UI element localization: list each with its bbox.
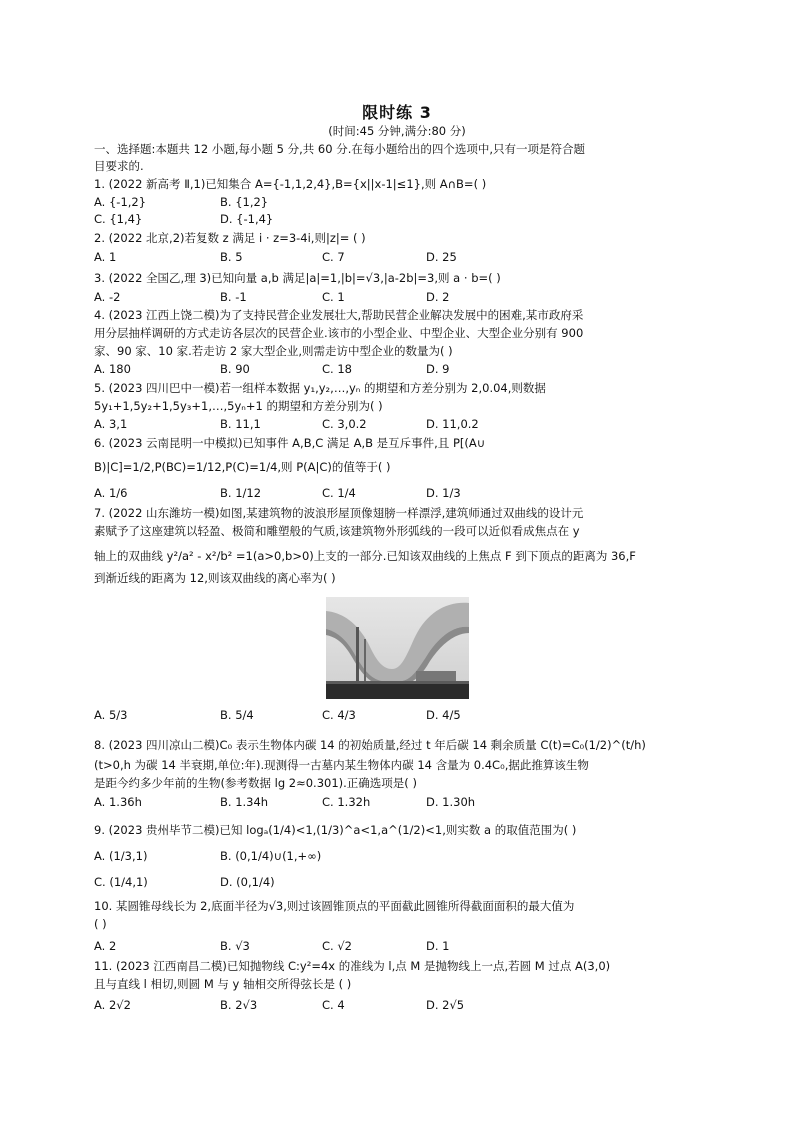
option-d: D. 11,0.2: [426, 417, 479, 431]
option-b: B. 2√3: [220, 998, 258, 1012]
option-a: A. 2: [94, 939, 117, 953]
option-d: D. {-1,4}: [220, 212, 274, 226]
question-4-line3: 家、90 家、10 家.若走访 2 家大型企业,则需走访中型企业的数量为( ): [94, 344, 453, 358]
option-a: A. 2√2: [94, 998, 131, 1012]
question-8-line2: (t>0,h 为碳 14 半衰期,单位:年).现测得一古墓内某生物体内碳 14 含量为 0.4C₀,据此推算该生物: [94, 758, 589, 772]
section-instructions-cont: 目要求的.: [94, 159, 144, 173]
question-8-options: [94, 794, 694, 810]
question-10-options: [94, 938, 694, 954]
option-b: B. 11,1: [220, 417, 261, 431]
option-c: C. 7: [322, 250, 345, 264]
option-d: D. 4/5: [426, 708, 461, 722]
option-d: D. 9: [426, 362, 450, 376]
page-title: 限时练 3: [362, 103, 432, 122]
option-c: C. √2: [322, 939, 352, 953]
question-4-options: [94, 361, 694, 377]
option-b: B. 1/12: [220, 486, 262, 500]
question-10: 10. 某圆锥母线长为 2,底面半径为√3,则过该圆锥顶点的平面截此圆锥所得截面面积的最大值为: [94, 899, 575, 913]
option-d: D. 1/3: [426, 486, 461, 500]
option-d: D. (0,1/4): [220, 875, 275, 889]
option-b: B. 5: [220, 250, 243, 264]
question-1-options-row2: [94, 211, 694, 227]
question-9-options-row2: [94, 874, 694, 890]
option-a: A. 5/3: [94, 708, 128, 722]
question-1: 1. (2022 新高考 Ⅱ,1)已知集合 A={-1,1,2,4},B={x||x-1|≤1},则 A∩B=( ): [94, 177, 487, 191]
option-c: C. 4/3: [322, 708, 356, 722]
option-b: B. √3: [220, 939, 250, 953]
option-c: C. 1/4: [322, 486, 356, 500]
question-5: 5. (2023 四川巴中一模)若一组样本数据 y₁,y₂,…,yₙ 的期望和方差分别为 2,0.04,则数据: [94, 381, 546, 395]
question-10-line2: ( ): [94, 917, 107, 931]
option-a: A. 1: [94, 250, 117, 264]
option-b: B. 90: [220, 362, 250, 376]
option-a: A. (1/3,1): [94, 849, 148, 863]
option-d: D. 1.30h: [426, 795, 476, 809]
option-a: A. -2: [94, 290, 121, 304]
building-photo: [326, 597, 469, 699]
question-11: 11. (2023 江西南昌二模)已知抛物线 C:y²=4x 的准线为 l,点 M 是抛物线上一点,若圆 M 过点 A(3,0): [94, 959, 611, 973]
question-4: 4. (2023 江西上饶二模)为了支持民营企业发展壮大,帮助民营企业解决发展中的困难,某市政府采: [94, 308, 584, 322]
question-7: 7. (2022 山东潍坊一模)如图,某建筑物的波浪形屋顶像翅膀一样漂浮,建筑师通过双曲线的设计元: [94, 506, 584, 520]
question-4-line2: 用分层抽样调研的方式走访各层次的民营企业.该市的小型企业、中型企业、大型企业分别有 900: [94, 326, 584, 340]
option-d: D. 1: [426, 939, 450, 953]
section-instructions: 一、选择题:本题共 12 小题,每小题 5 分,共 60 分.在每小题给出的四个选项中,只有一项是符合题: [94, 142, 586, 156]
option-a: A. 1/6: [94, 486, 128, 500]
option-c: C. (1/4,1): [94, 875, 148, 889]
question-11-line2: 且与直线 l 相切,则圆 M 与 y 轴相交所得弦长是 ( ): [94, 977, 352, 991]
option-c: C. 1.32h: [322, 795, 371, 809]
question-3: 3. (2022 全国乙,理 3)已知向量 a,b 满足|a|=1,|b|=√3,|a-2b|=3,则 a · b=( ): [94, 271, 501, 285]
question-1-options-row1: [94, 194, 694, 210]
question-6-options: [94, 485, 694, 501]
option-b: B. 1.34h: [220, 795, 269, 809]
option-b: B. 5/4: [220, 708, 254, 722]
question-3-options: [94, 289, 694, 305]
option-c: C. 3,0.2: [322, 417, 367, 431]
question-7-line2: 素赋予了这座建筑以轻盈、极简和雕塑般的气质,该建筑物外形弧线的一段可以近似看成焦点在 y: [94, 524, 580, 538]
option-b: B. -1: [220, 290, 247, 304]
option-a: A. {-1,2}: [94, 195, 147, 209]
page-subtitle: (时间:45 分钟,满分:80 分): [328, 124, 466, 138]
question-2-options: [94, 249, 694, 265]
option-d: D. 2: [426, 290, 450, 304]
option-c: C. 4: [322, 998, 345, 1012]
question-6: 6. (2023 云南昆明一中模拟)已知事件 A,B,C 满足 A,B 是互斥事件,且 P[(A∪: [94, 436, 486, 450]
option-c: C. 1: [322, 290, 345, 304]
question-7-line4: 到渐近线的距离为 12,则该双曲线的离心率为( ): [94, 571, 336, 585]
question-5-line2: 5y₁+1,5y₂+1,5y₃+1,…,5yₙ+1 的期望和方差分别为( ): [94, 399, 383, 413]
question-5-options: [94, 416, 694, 432]
option-d: D. 2√5: [426, 998, 465, 1012]
option-d: D. 25: [426, 250, 457, 264]
question-2: 2. (2022 北京,2)若复数 z 满足 i · z=3-4i,则|z|= ( ): [94, 231, 366, 245]
option-c: C. 18: [322, 362, 352, 376]
option-b: B. {1,2}: [220, 195, 269, 209]
question-6-line2: B)|C]=1/2,P(BC)=1/12,P(C)=1/4,则 P(A|C)的值等于( ): [94, 460, 391, 474]
option-a: A. 180: [94, 362, 131, 376]
option-b: B. (0,1/4)∪(1,+∞): [220, 849, 322, 863]
question-8: 8. (2023 四川凉山二模)C₀ 表示生物体内碳 14 的初始质量,经过 t 年后碳 14 剩余质量 C(t)=C₀(1/2)^(t/h): [94, 738, 646, 752]
option-c: C. {1,4}: [94, 212, 143, 226]
question-9: 9. (2023 贵州毕节二模)已知 logₐ(1/4)<1,(1/3)^a<1,a^(1/2)<1,则实数 a 的取值范围为( ): [94, 823, 577, 837]
option-a: A. 1.36h: [94, 795, 142, 809]
question-9-options-row1: [94, 848, 694, 864]
question-11-options: [94, 997, 694, 1013]
option-a: A. 3,1: [94, 417, 128, 431]
question-8-line3: 是距今约多少年前的生物(参考数据 lg 2≈0.301).正确选项是( ): [94, 776, 417, 790]
question-7-options: [94, 707, 694, 729]
question-7-line3: 轴上的双曲线 y²/a² - x²/b² =1(a>0,b>0)上支的一部分.已知该双曲线的上焦点 F 到下顶点的距离为 36,F: [94, 549, 636, 563]
